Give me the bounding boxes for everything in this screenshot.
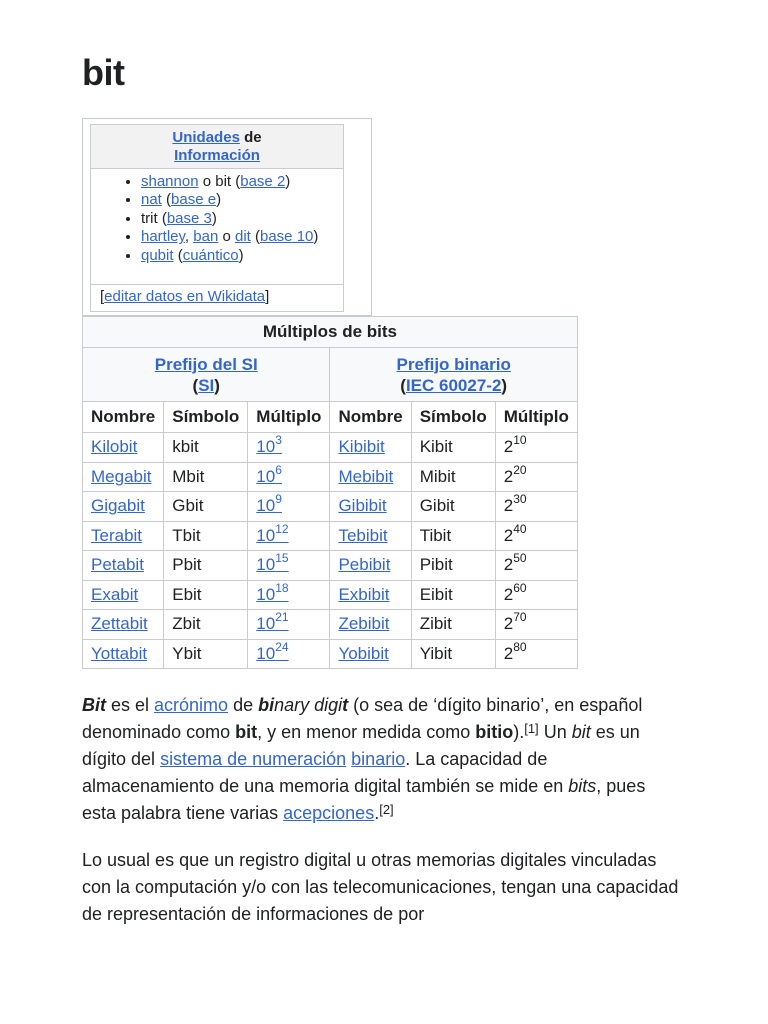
paren-text: ) (501, 375, 508, 395)
table-row (83, 580, 578, 610)
base-10-link[interactable]: base 10 (260, 228, 314, 246)
bin-multiple-cell: $2^{10}$ (495, 433, 577, 463)
table-body (83, 433, 578, 669)
si-unit-link[interactable]: Gigabit (91, 496, 145, 516)
bin-multiple-cell: $2^{20}$ (495, 462, 577, 492)
bin-multiple-cell: $2^{50}$ (495, 551, 577, 581)
binary-unit-link[interactable]: Yobibit (338, 643, 389, 663)
binary-unit-link[interactable]: Tebibit (338, 525, 388, 545)
bin-symbol-cell: Kibit (411, 433, 495, 463)
bin-symbol-cell: Mibit (411, 462, 495, 492)
infobox-unit-list (91, 169, 343, 285)
cuantico-link[interactable]: cuántico (182, 246, 239, 264)
si-unit-link[interactable]: Megabit (91, 466, 152, 486)
bin-symbol-cell: Zibit (411, 610, 495, 640)
si-unit-link[interactable]: Zettabit (91, 614, 148, 634)
binario-link[interactable]: binario (351, 749, 406, 769)
infobox (90, 124, 344, 312)
si-name-cell (83, 551, 164, 581)
dit-link[interactable]: dit (234, 228, 251, 246)
base-3-link[interactable]: base 3 (166, 209, 212, 227)
column-header-symbol: Símbolo (411, 402, 495, 433)
si-multiple-cell (248, 492, 330, 522)
si-prefix-header (83, 348, 330, 402)
hartley-link[interactable]: hartley (141, 228, 185, 246)
si-name-cell (83, 433, 164, 463)
power-of-ten-link[interactable]: $10^{24}$ (256, 639, 289, 663)
bracket-text: [ (100, 288, 105, 305)
si-multiple-cell (248, 551, 330, 581)
bracket-text: ] (265, 288, 270, 305)
column-header-name: Nombre (330, 402, 411, 433)
list-item-text: o bit ( (198, 173, 241, 190)
table-row (83, 492, 578, 522)
si-name-cell (83, 580, 164, 610)
bit-multiples-table (82, 316, 578, 669)
nat-link[interactable]: nat (141, 191, 162, 209)
table-row (83, 462, 578, 492)
bin-name-cell (330, 462, 411, 492)
si-unit-link[interactable]: Terabit (91, 525, 143, 545)
list-item-text: , (184, 228, 194, 246)
si-name-cell (83, 521, 164, 551)
bin-multiple-cell: $2^{70}$ (495, 610, 577, 640)
list-item-text: ) (313, 228, 319, 246)
page-title: bit (82, 52, 125, 93)
bin-symbol-cell: Pibit (411, 551, 495, 581)
intro-paragraph: Bit es el acrónimo de binary digit (o sea de ‘dígito binario’, en español denominado como bit, y en menor medida como bitio).[1] Un bit es un dígito del sistema de numeración binario. La capacidad de almacenamiento de una memoria digital también se mide en bits, pues esta palabra tiene varias acepciones.[2] (82, 695, 646, 823)
paren-text: ) (214, 375, 220, 395)
si-unit-link[interactable]: Petabit (91, 555, 144, 575)
list-item (141, 228, 343, 246)
list-item-text: ) (216, 191, 222, 209)
acronimo-link[interactable]: acrónimo (154, 695, 229, 715)
si-prefix-link[interactable]: Prefijo del SI (154, 354, 258, 374)
reference-2-link[interactable]: [2] (379, 802, 394, 817)
power-of-ten-link[interactable]: $10^9$ (256, 492, 282, 516)
list-item (141, 247, 343, 265)
infobox-header-text: de (239, 129, 262, 146)
bin-name-cell (330, 610, 411, 640)
power-of-ten-link[interactable]: $10^{21}$ (256, 610, 289, 634)
table-row (83, 639, 578, 669)
bin-multiple-cell: $2^{40}$ (495, 521, 577, 551)
si-symbol-cell: Mbit (164, 462, 248, 492)
bin-name-cell (330, 433, 411, 463)
power-of-ten-link[interactable]: $10^{12}$ (256, 521, 289, 545)
bin-multiple-cell: $2^{80}$ (495, 639, 577, 669)
bin-symbol-cell: Eibit (411, 580, 495, 610)
table-row (83, 521, 578, 551)
power-of-ten-link[interactable]: $10^3$ (256, 433, 282, 457)
si-multiple-cell (248, 521, 330, 551)
bin-name-cell (330, 551, 411, 581)
edit-wikidata-link[interactable]: editar datos en Wikidata (104, 288, 266, 305)
term-bit: Bit (82, 695, 106, 715)
si-symbol-cell: Zbit (164, 610, 248, 640)
binary-unit-link[interactable]: Kibibit (338, 437, 385, 457)
si-multiple-cell (248, 580, 330, 610)
si-link[interactable]: SI (198, 375, 215, 395)
list-item (141, 191, 343, 209)
bin-name-cell (330, 521, 411, 551)
base-2-link[interactable]: base 2 (240, 173, 286, 190)
si-multiple-cell (248, 433, 330, 463)
si-multiple-cell (248, 639, 330, 669)
bin-name-cell (330, 580, 411, 610)
list-item-text: ) (238, 246, 244, 264)
bin-multiple-cell: $2^{30}$ (495, 492, 577, 522)
si-name-cell (83, 492, 164, 522)
table-row (83, 610, 578, 640)
si-unit-link[interactable]: Exabit (91, 584, 139, 604)
acepciones-link[interactable]: acepciones (283, 803, 375, 823)
shannon-link[interactable]: shannon (141, 173, 199, 190)
binary-unit-link[interactable]: Zebibit (338, 614, 390, 634)
list-item-text: ) (285, 173, 291, 190)
bin-name-cell (330, 639, 411, 669)
binary-prefix-header (330, 348, 577, 402)
column-header-symbol: Símbolo (164, 402, 248, 433)
unidades-link[interactable]: Unidades (172, 129, 240, 146)
table-caption: Múltiplos de bits (83, 317, 578, 348)
binary-prefix-link[interactable]: Prefijo binario (396, 354, 511, 374)
iec-link[interactable]: IEC 60027-2 (405, 375, 502, 395)
list-item (141, 210, 343, 228)
list-item (141, 173, 343, 191)
list-item-text: ) (211, 209, 217, 227)
list-item-text: trit ( (141, 209, 167, 227)
base-e-link[interactable]: base e (171, 191, 217, 209)
si-symbol-cell: kbit (164, 433, 248, 463)
si-symbol-cell: Tbit (164, 521, 248, 551)
column-header-multiple: Múltiplo (248, 402, 330, 433)
binary-unit-link[interactable]: Pebibit (338, 555, 391, 575)
binary-unit-link[interactable]: Mebibit (338, 466, 394, 486)
column-header-multiple: Múltiplo (495, 402, 577, 433)
infobox-header (91, 125, 343, 169)
bin-symbol-cell: Tibit (411, 521, 495, 551)
si-symbol-cell: Ebit (164, 580, 248, 610)
si-name-cell (83, 639, 164, 669)
binary-unit-link[interactable]: Gibibit (338, 496, 387, 516)
si-unit-link[interactable]: Yottabit (91, 643, 148, 663)
column-header-name: Nombre (83, 402, 164, 433)
list-item-text: ( (161, 191, 172, 209)
paren-text: ( (400, 375, 406, 395)
bin-symbol-cell: Yibit (411, 639, 495, 669)
second-paragraph: Lo usual es que un registro digital u otras memorias digitales vinculadas con la computación y/o con las telecomunicaciones, tengan una capacidad de representación de informaciones de por (82, 850, 679, 924)
si-symbol-cell: Pbit (164, 551, 248, 581)
list-item-text: ( (250, 228, 260, 246)
table-row (83, 551, 578, 581)
bin-multiple-cell: $2^{60}$ (495, 580, 577, 610)
list-item-text: o (218, 228, 235, 246)
table-row (83, 433, 578, 463)
si-symbol-cell: Ybit (164, 639, 248, 669)
si-unit-link[interactable]: Kilobit (91, 437, 138, 457)
binary-unit-link[interactable]: Exbibit (338, 584, 390, 604)
si-name-cell (83, 610, 164, 640)
qubit-link[interactable]: qubit (141, 246, 174, 264)
sistema-numeracion-link[interactable]: sistema de numeración (160, 749, 347, 769)
infobox-edit-row (91, 285, 343, 306)
power-of-ten-link[interactable]: $10^{15}$ (256, 551, 289, 575)
bin-name-cell (330, 492, 411, 522)
list-item-text: ( (173, 246, 183, 264)
si-symbol-cell: Gbit (164, 492, 248, 522)
ban-link[interactable]: ban (193, 228, 219, 246)
informacion-link[interactable]: Información (174, 147, 260, 164)
reference-1-link[interactable]: [1] (524, 721, 539, 736)
si-multiple-cell (248, 610, 330, 640)
paren-text: ( (192, 375, 199, 395)
si-multiple-cell (248, 462, 330, 492)
bin-symbol-cell: Gibit (411, 492, 495, 522)
power-of-ten-link[interactable]: $10^{18}$ (256, 580, 289, 604)
power-of-ten-link[interactable]: $10^6$ (256, 462, 282, 486)
si-name-cell (83, 462, 164, 492)
